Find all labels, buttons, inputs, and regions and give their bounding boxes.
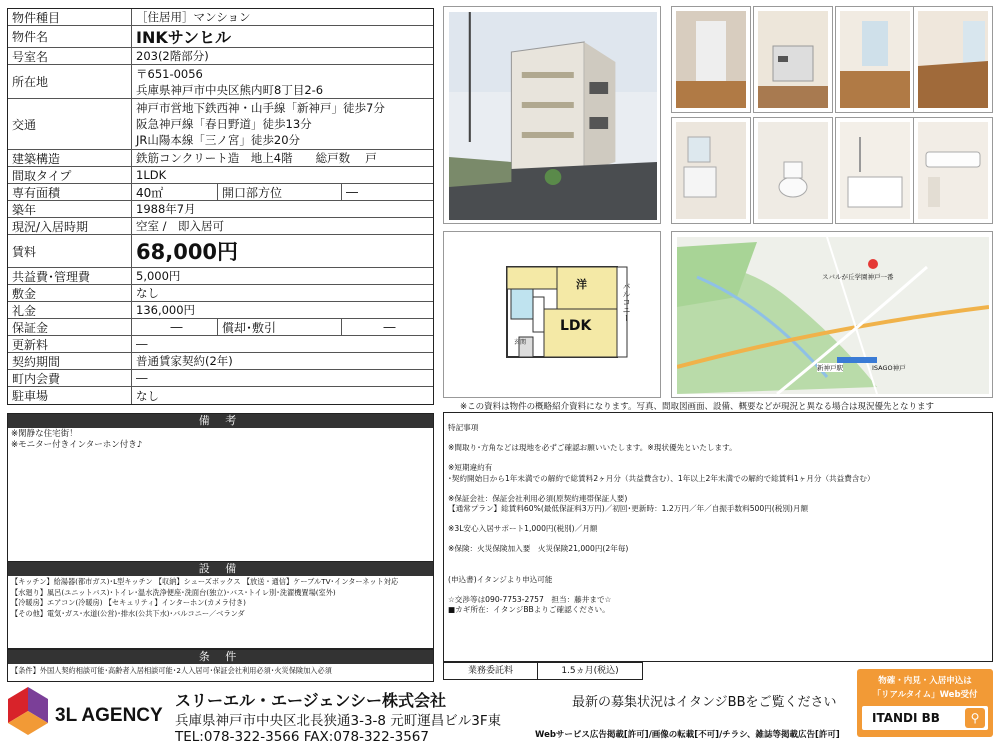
label-renewal: 更新料 bbox=[8, 336, 132, 352]
special-note-line bbox=[448, 565, 988, 575]
itandi-line1: 物確・内見・入居申込は bbox=[878, 676, 972, 686]
special-note-line bbox=[448, 433, 988, 443]
interior-photo-washroom bbox=[671, 117, 751, 224]
value-area: 40㎡ bbox=[132, 184, 218, 200]
label-contract: 契約期間 bbox=[8, 353, 132, 369]
label-deposit: 敷金 bbox=[8, 285, 132, 301]
equipment-line: 【キッチン】給湯器(都市ガス)･L型キッチン 【収納】シューズボックス 【放送・通信】ケーブルTV･インターネット対応 bbox=[11, 577, 399, 586]
label-town-fee: 町内会費 bbox=[8, 370, 132, 386]
interior-photo-toilet bbox=[753, 117, 833, 224]
value-built: 1988年7月 bbox=[136, 202, 196, 216]
special-note-line: 【通常プラン】総賃料60%(最低保証料3万円)／初回･更新時：1.2万円／年／自振手数料500円(税別)月額 bbox=[448, 504, 809, 514]
remarks-box bbox=[7, 413, 434, 563]
special-note-line bbox=[448, 534, 988, 544]
label-parking: 駐車場 bbox=[8, 387, 132, 404]
company-logo-text: 3L AGENCY bbox=[55, 705, 163, 726]
footer-message: 最新の募集状況はイタンジBBをご覧ください bbox=[572, 695, 837, 710]
special-note-line bbox=[448, 585, 988, 595]
value-fee: 5,000円 bbox=[136, 269, 181, 283]
equipment-box bbox=[7, 561, 434, 649]
conditions-title: 条 件 bbox=[8, 650, 433, 664]
special-note-line: ※間取り･方角などは現地を必ずご確認お願いいたします。※現状優先といたします。 bbox=[448, 443, 737, 453]
photo-disclaimer: ※この資料は物件の概略紹介資料になります。写真、間取図画面、設備、概要などが現況と異なる場合は現況優先となります bbox=[460, 402, 934, 412]
value-layout: 1LDK bbox=[136, 168, 167, 182]
equipment-line: 【冷暖房】エアコン(冷暖房) 【セキュリティ】インターホン(カメラ付き) bbox=[11, 598, 246, 607]
label-access: 交通 bbox=[8, 99, 132, 149]
equipment-line: 【水廻り】風呂(ユニットバス)･トイレ･温水洗浄便座･洗面台(独立)･バス･トイレ別･洗濯機置場(室外) bbox=[11, 587, 336, 597]
value-address: 兵庫県神戸市中央区熊内町8丁目2-6 bbox=[136, 82, 324, 97]
label-room: 号室名 bbox=[8, 48, 132, 64]
value-contract: 普通賃家契約(2年) bbox=[136, 354, 233, 368]
label-amortization: 償却･敷引 bbox=[218, 319, 342, 335]
special-note-line bbox=[448, 453, 988, 463]
value-town-fee: ― bbox=[136, 371, 148, 385]
interior-photo-room bbox=[835, 6, 915, 113]
value-key-money: 136,000円 bbox=[136, 303, 196, 317]
access-line: 神戸市営地下鉄西神・山手線「新神戸」徒歩7分 bbox=[136, 101, 385, 115]
floorplan-western-label: 洋 bbox=[576, 278, 587, 291]
label-rent: 賃料 bbox=[8, 235, 132, 267]
label-type: 物件種目 bbox=[8, 9, 132, 25]
value-renewal: ― bbox=[136, 337, 148, 351]
itandi-banner[interactable] bbox=[857, 669, 993, 737]
label-opening: 開口部方位 bbox=[218, 184, 342, 200]
floorplan-entrance-label: 玄関 bbox=[514, 339, 527, 346]
value-guarantee: ― bbox=[132, 319, 218, 335]
conditions-box bbox=[7, 649, 434, 682]
special-note-line bbox=[448, 484, 988, 494]
interior-photo-ldk bbox=[913, 6, 993, 113]
interior-photo-bath bbox=[835, 117, 915, 224]
commission-value: 1.5ヵ月(税込) bbox=[561, 666, 619, 676]
access-line: 阪急神戸線「春日野道」徒歩13分 bbox=[136, 117, 312, 131]
commission-row bbox=[443, 662, 643, 680]
map-panel[interactable] bbox=[671, 231, 993, 398]
value-deposit: なし bbox=[136, 286, 159, 300]
company-name: スリーエル・エージェンシー株式会社 bbox=[175, 691, 446, 710]
label-fee: 共益費･管理費 bbox=[8, 268, 132, 284]
label-guarantee: 保証金 bbox=[8, 319, 132, 335]
special-note-line: ※保証会社：保証会社利用必須(原契約連帯保証人要) bbox=[448, 493, 628, 503]
value-parking: なし bbox=[136, 388, 159, 403]
property-info-table bbox=[7, 8, 434, 405]
label-built: 築年 bbox=[8, 201, 132, 217]
label-area: 専有面積 bbox=[8, 184, 132, 200]
map-station2-label: ISAGO神戸 bbox=[872, 364, 906, 372]
company-address: 兵庫県神戸市中央区北長狭通3-3-8 元町運昌ビル3F東 bbox=[175, 713, 502, 729]
floorplan-panel bbox=[443, 231, 661, 398]
search-icon: ⚲ bbox=[965, 708, 985, 728]
special-note-line: ※短期違約有 bbox=[448, 463, 493, 473]
special-notes-box bbox=[443, 412, 993, 662]
value-amortization: ― bbox=[383, 320, 396, 334]
company-tel: TEL:078-322-3566 FAX:078-322-3567 bbox=[175, 729, 429, 745]
special-note-line: ■カギ所在：イタンジBBよりご確認ください。 bbox=[448, 605, 610, 615]
special-note-line: ☆交渉等は090-7753-2757 担当：藤井まで☆ bbox=[448, 594, 612, 604]
label-structure: 建築構造 bbox=[8, 150, 132, 166]
value-room: 203(2階部分) bbox=[136, 49, 209, 63]
value-status: 空室 / 即入居可 bbox=[136, 219, 225, 233]
label-key-money: 礼金 bbox=[8, 302, 132, 318]
value-name: INKサンヒル bbox=[136, 28, 231, 47]
label-status: 現況/入居時期 bbox=[8, 218, 132, 234]
interior-photo-entrance bbox=[671, 6, 751, 113]
equipment-line: 【その他】電気･ガス･水道(公営)･排水(公共下水)･バルコニー／ベランダ bbox=[11, 608, 245, 618]
special-note-line: ･契約開始日から1年未満での解約で総賃料2ヶ月分（共益費含む）、1年以上2年未満での解約で総賃料1ヶ月分（共益費含む） bbox=[448, 473, 875, 483]
value-type: ［住居用］マンション bbox=[136, 10, 251, 24]
interior-photo-kitchen bbox=[753, 6, 833, 113]
special-note-line bbox=[448, 555, 988, 565]
special-note-line bbox=[448, 514, 988, 524]
special-note-line: ※保険：火災保険加入要 火災保険21,000円(2年毎) bbox=[448, 544, 629, 554]
footer-legal: Webサービス広告掲載[許可]/画像の転載[不可]/チラシ、雑誌等掲載広告[許可] bbox=[535, 730, 840, 740]
label-address: 所在地 bbox=[8, 65, 132, 98]
building-photo bbox=[443, 6, 661, 224]
label-layout: 間取タイプ bbox=[8, 167, 132, 183]
commission-label: 業務委託料 bbox=[444, 663, 538, 679]
floorplan-balcony-label: バルコニー bbox=[622, 282, 631, 322]
conditions-text: 【条件】外国人契約相談可能･高齢者入居相談可能･2人入居可･保証会社利用必須･火災保険加入必須 bbox=[11, 666, 332, 675]
remarks-line: ※閑静な住宅街！ bbox=[11, 429, 78, 439]
map-station-label: 新神戸駅 bbox=[817, 364, 843, 372]
map-destination-label: スバルが丘学園神戸一番 bbox=[822, 273, 894, 281]
special-note-line: ※3L安心入居サポート1,000円(税別)／月額 bbox=[448, 524, 598, 534]
value-opening: ― bbox=[346, 185, 358, 199]
interior-photo-aircon bbox=[913, 117, 993, 224]
special-note-line: (申込書)イタンジより申込可能 bbox=[448, 574, 553, 584]
value-zip: 〒651-0056 bbox=[136, 66, 203, 81]
value-rent: 68,000円 bbox=[136, 240, 239, 264]
remarks-line: ※モニター付きインターホン付き♪ bbox=[11, 440, 143, 450]
label-name: 物件名 bbox=[8, 26, 132, 47]
special-note-line: 特記事項 bbox=[448, 423, 479, 432]
remarks-title: 備 考 bbox=[8, 414, 433, 428]
value-structure: 鉄筋コンクリート造 地上4階 総戸数 戸 bbox=[136, 151, 377, 165]
itandi-line2: 「リアルタイム」Web受付 bbox=[872, 690, 978, 700]
access-line: JR山陽本線「三ノ宮」徒歩20分 bbox=[136, 133, 301, 147]
floorplan-ldk-label: LDK bbox=[560, 318, 592, 334]
equipment-title: 設 備 bbox=[8, 562, 433, 576]
company-logo-icon bbox=[8, 687, 48, 739]
itandi-brand: ITANDI BB bbox=[872, 711, 940, 725]
